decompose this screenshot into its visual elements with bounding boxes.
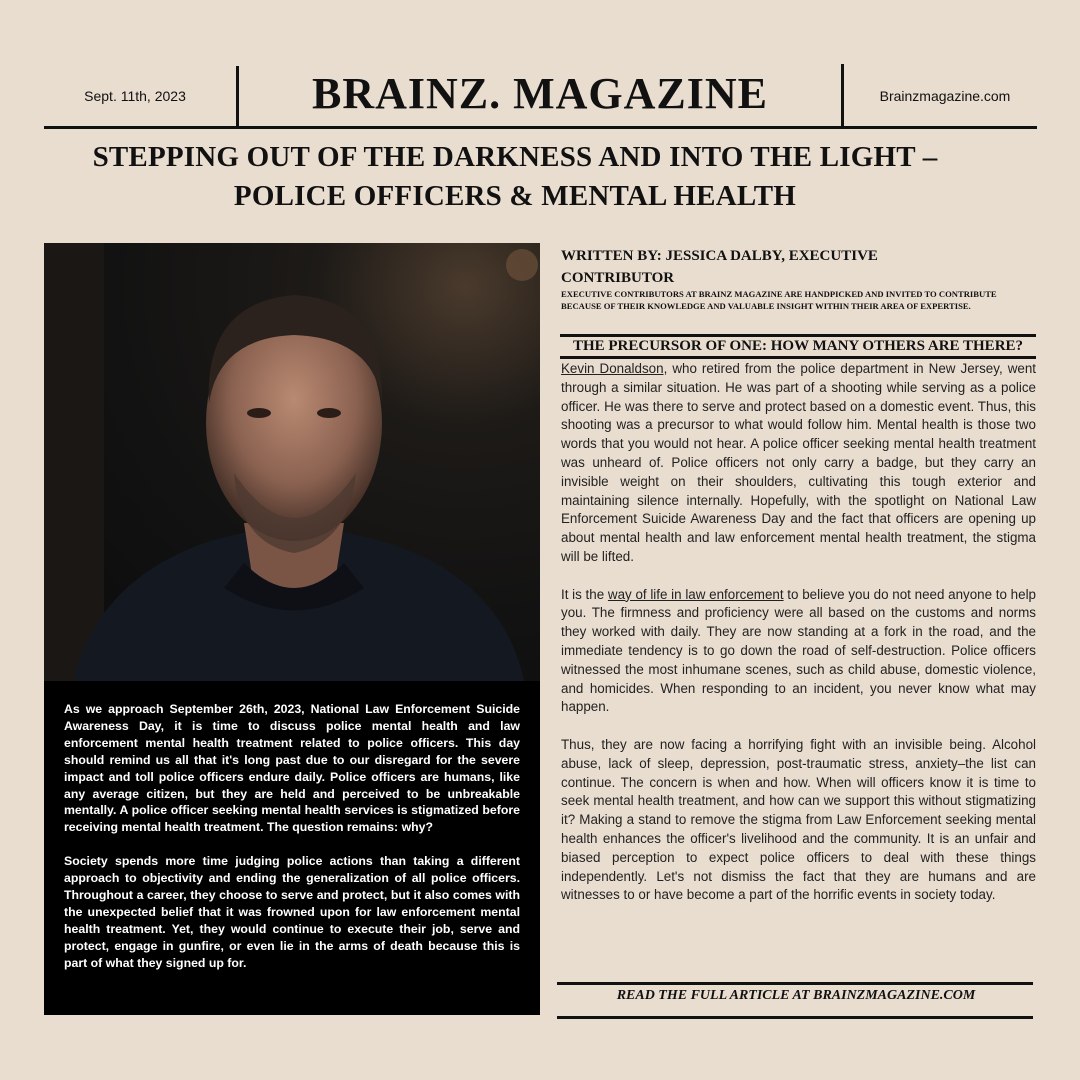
footer-rule bbox=[557, 982, 1033, 985]
header-divider bbox=[236, 66, 239, 128]
header-divider bbox=[841, 64, 844, 126]
section-heading: THE PRECURSOR OF ONE: HOW MANY OTHERS ARE THERE? bbox=[572, 338, 1024, 354]
way-of-life-link[interactable]: way of life in law enforcement bbox=[607, 586, 784, 602]
masthead: BRAINZ. MAGAZINE bbox=[311, 69, 769, 118]
intro-paragraph: As we approach September 26th, 2023, National Law Enforcement Suicide Awareness Day, it is time to discuss police mental health and law enforcement mental health treatment related to police officers. This day should remind us all that it's long past due to our disregard for the severe impact and toll police officers endure daily. Police officers are humans, like any average citizen, but they are held and perceived to be unbreakable mentally. A police officer seeking mental health services is stigmatized before receiving mental health treatment. The question remains: why? bbox=[64, 702, 520, 835]
intro-paragraph: Society spends more time judging police actions than taking a different approach to objectivity and ending the generalization of all police officers. Throughout a career, they choose to serve and protect, but it also comes with the unexpected belief that it was frowned upon for law enforcement mental health treatment. Yet, they would continue to execute their job, serve and protect, engage in gunfire, or even lie in the arms of death because this is part of what they signed up for. bbox=[64, 854, 520, 970]
website-link[interactable]: Brainzmagazine.com bbox=[879, 88, 1011, 104]
byline-line: CONTRIBUTOR bbox=[561, 270, 675, 286]
author-portrait-photo bbox=[44, 243, 540, 681]
kevin-donaldson-link[interactable]: Kevin Donaldson bbox=[561, 361, 664, 376]
paragraph-text: , who retired from the police department in New Jersey, went through a similar situation. He was part of a shooting while serving as a police officer. He was there to serve and protect based on a domestic event. Thus, this shooting was a precursor to what would follow him. Mental health is those two words that you would not hear. A police officer seeking mental health treatment was unheard of. Police officers not only carry a badge, but they carry an invisible weight on their shoulders, cultivating this tough exterior and maintaining silence internally. Hopefully, with the spotlight on National Law Enforcement Suicide Awareness Day and the fact that officers are opening up about mental health and law enforcement mental health treatment, the stigma will be lifted. bbox=[561, 361, 1036, 564]
title-line: STEPPING OUT OF THE DARKNESS AND INTO THE LIGHT – bbox=[92, 141, 938, 173]
article-title bbox=[40, 138, 990, 216]
paragraph-text: It is the bbox=[561, 586, 608, 602]
byline bbox=[561, 245, 1031, 289]
paragraph-text: to believe you do not need anyone to help you. The firmness and proficiency were all based on the customs and norms they worked with daily. They are now standing at a fork in the road, and the immediate tendency is to go down the road of self-destruction. Police officers witnessed the most inhumane scenes, such as child abuse, domestic violence, and homicides. When responding to an incident, you never know what may happen. bbox=[561, 586, 1037, 715]
body-paragraph bbox=[561, 360, 1036, 567]
title-line: POLICE OFFICERS & MENTAL HEALTH bbox=[233, 180, 797, 212]
section-rule bbox=[560, 334, 1036, 337]
footer-rule bbox=[557, 1016, 1033, 1019]
article-body bbox=[561, 360, 1036, 924]
issue-date: Sept. 11th, 2023 bbox=[84, 88, 186, 104]
body-paragraph: Thus, they are now facing a horrifying fight with an invisible being. Alcohol abuse, lack of sleep, depression, post-traumatic stress, anxiety–the list can continue. The concern is when and how. When will officers know it is time to seek mental health treatment, and how can we support this without stigmatizing it? Making a stand to remove the stigma from Law Enforcement seeking mental health enhances the officer's livelihood and the community. It is an unfair and biased perception to expect police officers to deal with these things independently. Let's not dismiss the fact that they are humans and are witnesses to or have become a part of the horrific events in society today. bbox=[561, 736, 1036, 903]
portrait-illustration bbox=[44, 243, 540, 681]
read-full-article-link[interactable]: READ THE FULL ARTICLE AT BRAINZMAGAZINE.COM bbox=[616, 988, 976, 1003]
contributor-note: EXECUTIVE CONTRIBUTORS AT BRAINZ MAGAZINE ARE HANDPICKED AND INVITED TO CONTRIBUTE BECAUSE OF THEIR KNOWLEDGE AND VALUABLE INSIGHT WITHIN THEIR AREA OF EXPERTISE. bbox=[561, 289, 997, 311]
byline-line: WRITTEN BY: JESSICA DALBY, EXECUTIVE bbox=[561, 248, 878, 264]
intro-text-box bbox=[44, 681, 540, 1015]
body-paragraph bbox=[561, 586, 1036, 718]
section-rule bbox=[560, 356, 1036, 359]
header-rule bbox=[44, 126, 1037, 129]
